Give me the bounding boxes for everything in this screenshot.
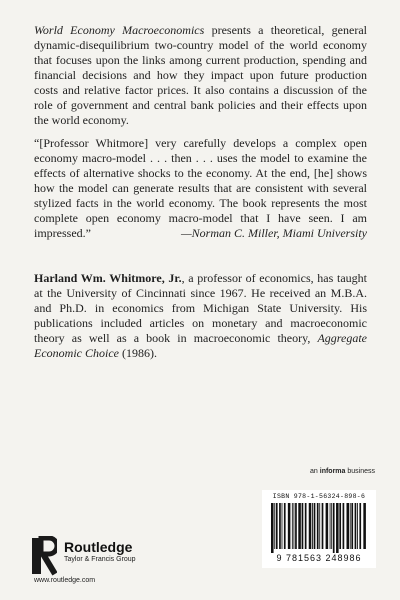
barcode-bar	[288, 503, 291, 549]
isbn-label: ISBN 978-1-56324-898-6	[272, 493, 366, 500]
barcode-bar	[343, 503, 345, 549]
review-quote: “[Professor Whitmore] very carefully develops a complex open economy macro-model . . . then . . . uses the model to examine the effects of alternative shocks to the economy. At the end, [he] shows how the model can generate results that are consistent with several stylized facts in the world economy. The book represents the most complete open economy macro-model that I have seen. I am impressed.”	[34, 136, 367, 240]
barcode-bar	[305, 503, 307, 549]
author-name: Harland Wm. Whitmore, Jr.	[34, 271, 182, 285]
barcode-bar	[292, 503, 293, 549]
barcode-bar	[314, 503, 316, 549]
quote-attribution: —Norman C. Miller, Miami University	[181, 226, 367, 240]
barcode-bar	[357, 503, 358, 549]
barcode-bar	[279, 503, 281, 549]
barcode-bar	[330, 503, 331, 549]
previous-book-title: Aggregate Economic Choice	[34, 331, 367, 360]
barcode-bar	[298, 503, 301, 549]
business-prefix: an	[310, 468, 320, 475]
informa-business-tag	[275, 468, 375, 475]
business-suffix: business	[345, 468, 375, 475]
barcode-bar	[276, 503, 278, 549]
barcode-bar	[317, 503, 319, 549]
barcode-bar	[326, 503, 329, 549]
barcode-bar	[355, 503, 357, 549]
informa-brand: informa	[319, 468, 346, 475]
barcode-bar	[319, 503, 320, 549]
barcode-digits: 9 781563 248986	[276, 553, 362, 563]
barcode-bar	[284, 503, 286, 549]
bio-text: , a professor of economics, has taught at the University of Cincinnati since 1967. He received an M.B.A. and Ph.D. in economics from Michigan State University. His publications included articles on monetary and macroeconomic theory as well as a book in macroeconomic theory,	[34, 271, 367, 345]
isbn-barcode	[262, 490, 376, 568]
description-text: presents a theoretical, general dynamic-disequilibrium two-country model of the world economy that focuses upon the links among current production, spending and financial decisions and how they impact upon future production costs and relative factor prices. It also contains a discussion of the role of government and central bank policies and their effects upon the world economy.	[34, 23, 367, 127]
author-bio	[34, 271, 367, 361]
barcode-bar	[302, 503, 304, 549]
barcode-bars	[271, 503, 367, 553]
barcode-bar	[294, 503, 295, 549]
barcode-bar	[336, 503, 339, 553]
barcode-bar	[331, 503, 332, 549]
publisher-name: Routledge	[64, 539, 133, 555]
barcode-bar	[309, 503, 312, 549]
previous-book-year: (1986).	[118, 346, 157, 360]
routledge-logo-icon	[31, 536, 57, 576]
barcode-bar	[271, 503, 274, 553]
barcode-bar	[333, 503, 335, 553]
barcode-bar	[363, 503, 366, 549]
barcode-bar	[351, 503, 353, 549]
barcode-bar	[312, 503, 313, 549]
barcode-bar	[274, 503, 275, 549]
book-description	[34, 23, 367, 128]
barcode-bar	[322, 503, 324, 549]
barcode-bar	[350, 503, 351, 549]
book-title: World Economy Macroeconomics	[34, 23, 205, 37]
barcode-bar	[359, 503, 361, 549]
barcode-bar	[295, 503, 297, 549]
barcode-bar	[347, 503, 350, 549]
publisher-website: www.routledge.com	[34, 577, 96, 584]
barcode-bar	[339, 503, 341, 549]
publisher-group: Taylor & Francis Group	[64, 556, 136, 563]
barcode-bar	[282, 503, 283, 549]
